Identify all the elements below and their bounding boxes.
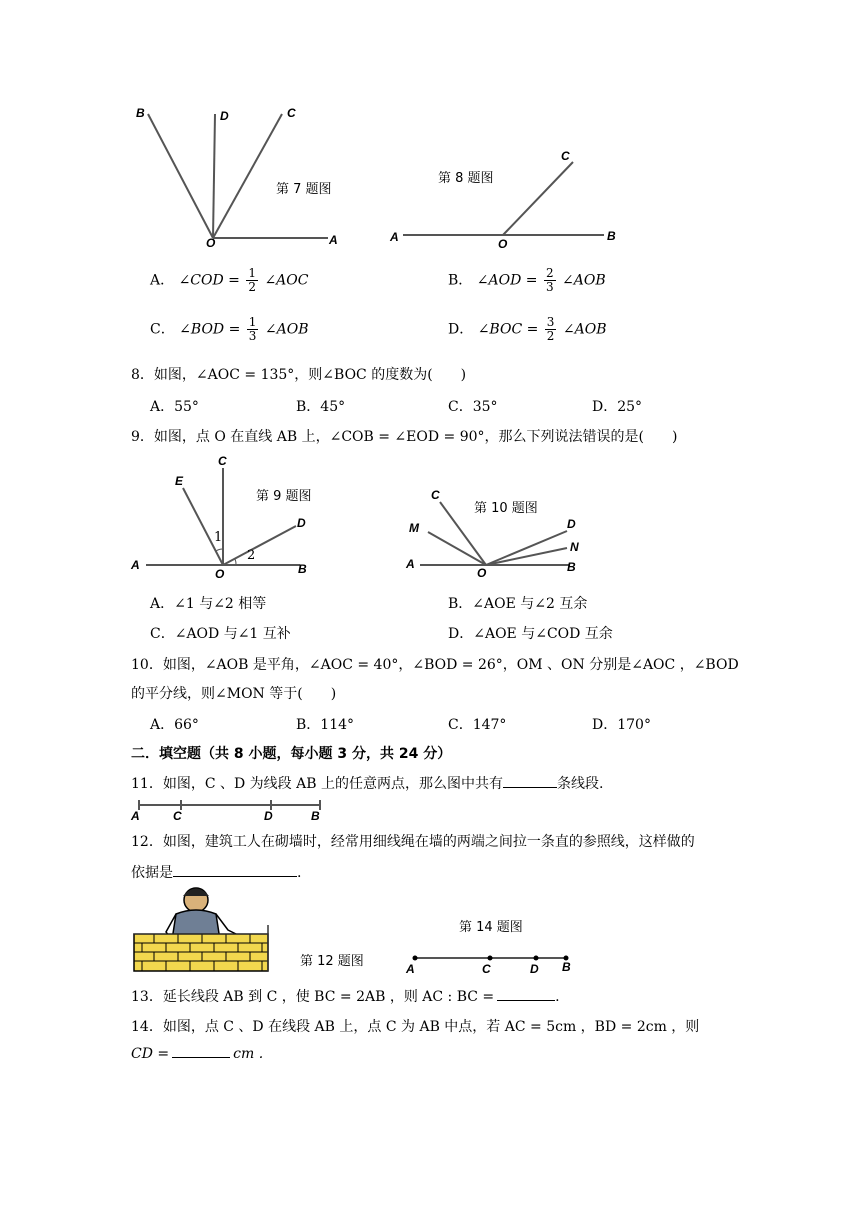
q9-option-d: D．∠AOE 与∠COD 互余 bbox=[448, 626, 613, 642]
fig11-label-c: C bbox=[173, 809, 182, 823]
q13-text-post: . bbox=[555, 989, 560, 1005]
fig9-label-c: C bbox=[218, 454, 227, 468]
fig8-label-o: O bbox=[498, 237, 508, 251]
fig7-label-o: O bbox=[206, 236, 216, 250]
denominator: 3 bbox=[248, 329, 257, 343]
fig14-label-c: C bbox=[482, 962, 491, 976]
fraction bbox=[246, 267, 258, 294]
q8-option-a: A．55° bbox=[150, 399, 199, 415]
numerator: 1 bbox=[248, 266, 256, 280]
fig10-label-m: M bbox=[409, 521, 419, 535]
q10-option-a: A．66° bbox=[150, 717, 199, 733]
fig9-angle-2: 2 bbox=[247, 548, 256, 563]
fig14-caption: 第 14 题图 bbox=[459, 920, 523, 935]
figure-14-lines bbox=[0, 0, 1, 1]
q14-stem-line2 bbox=[131, 1046, 263, 1062]
q10-stem-line2: 的平分线，则∠MON 等于( ) bbox=[131, 686, 337, 702]
q10-option-b: B．114° bbox=[296, 717, 355, 733]
q7-option-b bbox=[448, 267, 606, 294]
q12-stem-line2 bbox=[131, 862, 301, 882]
q8-stem: 8．如图，∠AOC = 135°，则∠BOC 的度数为( ) bbox=[131, 367, 467, 383]
q13-answer-blank[interactable] bbox=[497, 1000, 555, 1001]
fig8-label-b: B bbox=[607, 229, 616, 243]
fig10-label-a: A bbox=[406, 557, 415, 571]
option-letter: D． bbox=[448, 321, 474, 338]
q11-stem bbox=[131, 773, 603, 793]
q8-option-c: C．35° bbox=[448, 399, 498, 415]
q12-text-post: . bbox=[297, 865, 302, 881]
fig9-label-d: D bbox=[297, 516, 306, 530]
fig10-label-c: C bbox=[431, 488, 440, 502]
denominator: 3 bbox=[545, 280, 554, 294]
fraction bbox=[544, 267, 556, 294]
q14-stem-line1: 14．如图，点 C 、D 在线段 AB 上，点 C 为 AB 中点，若 AC = 5cm ，BD = 2cm ，则 bbox=[131, 1019, 700, 1035]
fig11-label-d: D bbox=[264, 809, 273, 823]
fig8-label-c: C bbox=[561, 149, 570, 163]
option-letter: A． bbox=[150, 272, 175, 289]
q9-option-a: A．∠1 与∠2 相等 bbox=[150, 596, 267, 612]
fig9-label-o: O bbox=[215, 567, 225, 581]
q12-stem-line1: 12．如图，建筑工人在砌墙时，经常用细线绳在墙的两端之间拉一条直的参照线，这样做的 bbox=[131, 834, 695, 850]
fig10-label-b: B bbox=[567, 560, 576, 574]
q12-answer-blank[interactable] bbox=[173, 876, 297, 877]
fig9-angle-1: 1 bbox=[214, 530, 223, 545]
numerator: 2 bbox=[545, 266, 554, 280]
option-rhs: ∠AOC bbox=[264, 272, 309, 289]
denominator: 2 bbox=[248, 280, 256, 294]
option-rhs: ∠AOB bbox=[264, 321, 309, 338]
option-lhs: ∠BOC = bbox=[477, 321, 539, 338]
fraction bbox=[247, 316, 259, 343]
fig9-label-a: A bbox=[131, 558, 140, 572]
fig10-label-o: O bbox=[477, 566, 487, 580]
q8-option-b: B．45° bbox=[296, 399, 346, 415]
q7-option-c bbox=[150, 316, 309, 343]
fig9-label-b: B bbox=[298, 562, 307, 576]
fig9-label-e: E bbox=[175, 474, 184, 488]
numerator: 3 bbox=[546, 315, 555, 329]
section-2-title: 二．填空题（共 8 小题，每小题 3 分，共 24 分） bbox=[131, 746, 452, 762]
fig7-label-d: D bbox=[220, 109, 229, 123]
fig14-label-a: A bbox=[406, 962, 415, 976]
option-rhs: ∠AOB bbox=[562, 272, 606, 289]
fig7-label-c: C bbox=[287, 106, 296, 120]
fig8-caption: 第 8 题图 bbox=[438, 171, 494, 186]
fig10-label-d: D bbox=[567, 517, 576, 531]
option-lhs: ∠AOD = bbox=[476, 272, 538, 289]
q10-stem-line1: 10．如图，∠AOB 是平角，∠AOC = 40°，∠BOD = 26°，OM 、ON 分别是∠AOC ，∠BOD bbox=[131, 657, 739, 673]
option-lhs: ∠BOD = bbox=[179, 321, 241, 338]
q11-answer-blank[interactable] bbox=[503, 787, 557, 788]
q8-option-d: D．25° bbox=[592, 399, 643, 415]
fig10-label-n: N bbox=[570, 540, 579, 554]
fig8-label-a: A bbox=[390, 230, 399, 244]
option-letter: B． bbox=[448, 272, 473, 289]
fig10-caption: 第 10 题图 bbox=[474, 501, 538, 516]
q10-option-c: C．147° bbox=[448, 717, 507, 733]
q13-text-pre: 13．延长线段 AB 到 C ，使 BC = 2AB ，则 AC : BC = bbox=[131, 989, 495, 1005]
q9-option-c: C．∠AOD 与∠1 互补 bbox=[150, 626, 291, 642]
q13-stem bbox=[131, 986, 560, 1006]
q14-text-pre: CD = bbox=[131, 1046, 170, 1062]
q9-option-b: B．∠AOE 与∠2 互余 bbox=[448, 596, 588, 612]
q11-text-pre: 11．如图，C 、D 为线段 AB 上的任意两点，那么图中共有 bbox=[131, 776, 503, 792]
q12-text-pre: 依据是 bbox=[131, 865, 173, 881]
fig14-label-d: D bbox=[530, 962, 539, 976]
fig11-label-b: B bbox=[311, 809, 320, 823]
fig7-caption: 第 7 题图 bbox=[276, 182, 332, 197]
option-rhs: ∠AOB bbox=[562, 321, 607, 338]
q14-answer-blank[interactable] bbox=[172, 1057, 230, 1058]
q9-stem: 9．如图，点 O 在直线 AB 上，∠COB = ∠EOD = 90°，那么下列说法错误的是( ) bbox=[131, 429, 678, 445]
denominator: 2 bbox=[546, 329, 555, 343]
fig7-label-b: B bbox=[136, 106, 145, 120]
q11-text-post: 条线段. bbox=[556, 776, 604, 792]
fig7-label-a: A bbox=[329, 233, 338, 247]
q7-option-a bbox=[150, 267, 308, 294]
option-letter: C． bbox=[150, 321, 175, 338]
fig9-caption: 第 9 题图 bbox=[256, 489, 312, 504]
numerator: 1 bbox=[248, 315, 257, 329]
q10-option-d: D．170° bbox=[592, 717, 651, 733]
q7-option-d bbox=[448, 316, 607, 343]
q14-text-post: cm . bbox=[233, 1046, 264, 1062]
fig14-label-b: B bbox=[562, 960, 571, 974]
option-lhs: ∠COD = bbox=[178, 272, 240, 289]
fig11-label-a: A bbox=[131, 809, 140, 823]
fraction bbox=[545, 316, 557, 343]
fig12-caption: 第 12 题图 bbox=[300, 954, 364, 969]
